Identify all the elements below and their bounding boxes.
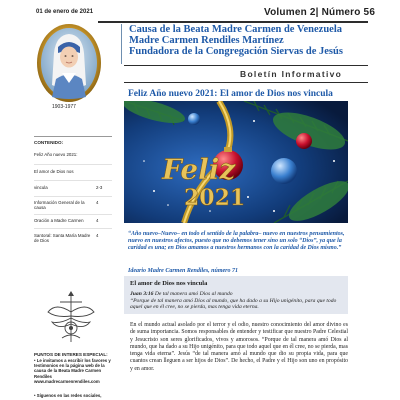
portrait-medallion [36,23,102,103]
congregation-emblem [42,288,100,346]
reading-ref-body: “Porque de tal manera amó Dios al mundo, que ha dado a su Hijo unigénito, para que todo aquel que en él cree, no se pierda, mas tenga vida eterna. [130,297,337,310]
toc-separator [34,164,112,165]
reading-title: El amor de Dios nos vincula [130,280,208,287]
body-paragraph: En el mundo actual asolado por el terror y el odio, nuestro conocimiento del amor divino es de suma importancia. Somos responsables de entender y testificar que nuestro Padre Celestial y Jesucristo son seres glorificados, vivos y amorosos. “Porque de tal manera amó Dios al mundo, que ha dado a su Hijo unigénito, para que todo aquel que en él cree, no se pierda, mas tenga vida eterna”. Jesús “de tal manera amó al mundo que dio su propia vida, para que cuantos crean lleguen a ser hijos de Dios”. De hecho, el Padre y el Hijo son uno en propósito y en amor. [130,322,348,372]
toc-item[interactable]: Oración a Madre Carmen [34,218,84,223]
cause-line-3: Fundadora de la Congregación Siervas de Jesús [129,46,343,57]
toc-item[interactable]: Información General de la causa [34,200,85,210]
toc-item[interactable]: El amor de Dios nos [34,169,74,174]
toc-item[interactable]: Santoral: Santa María Madre de Dios [34,233,91,243]
toc-separator [34,180,112,181]
portrait-years: 1903-1977 [52,104,76,110]
image-feliz: Feliz [162,153,236,186]
toc-item[interactable]: Feliz Año nuevo 2021: [34,152,78,157]
header-rule [98,21,368,23]
reading-reference [130,291,344,311]
title-rule-bottom [124,82,368,83]
new-year-image [124,101,348,223]
toc-separator [34,196,112,197]
title-rule-top [124,65,368,66]
toc-item[interactable]: vincula [34,185,48,190]
toc-page: 4 [96,233,99,238]
toc-separator [34,228,112,229]
toc-page: 4 [96,200,99,205]
reading-ref-citation: Juan 3:16 [130,291,154,297]
quote-text: “Año nuevo–Nuevo– en todo el sentido de la palabra– nuevo en nuestros pensamientos, nuevo en nuestros afectos, puesto que no debemos tener sino un solo “Dios”, ya que la caridad es una; en Dios amamos a nuestros hermanos con la caridad de Dios mismo.” [128,231,345,252]
volume-number: Volumen 2| Número 56 [264,7,376,18]
toc-heading: CONTENIDO: [34,140,64,145]
image-year: 2021 [184,185,246,211]
cause-line-1: Causa de la Beata Madre Carmen de Venezuela [129,24,342,35]
points-item: • Le invitamos a escribir los favores y testimonios en la página web de la causa de la Beata Madre Carmen Rendiles www.madrecarmenrendiles.com [34,358,111,384]
points-heading: PUNTOS DE INTERES ESPECIAL: [34,352,108,357]
headline: Feliz Año nuevo 2021: El amor de Dios nos vincula [128,89,333,99]
bulletin-title: Boletín Informativo [240,69,343,79]
toc-separator [34,214,112,215]
toc-page: 2-3 [96,185,103,190]
header-divider [121,24,122,64]
quote-author: Ideario Madre Carmen Rendiles, número 71 [128,268,239,274]
points-item: • Síguenos en las redes sociales, [34,393,102,398]
toc-rule [34,136,112,137]
cause-line-2: Madre Carmen Rendiles Martínez [129,35,284,46]
issue-date: 01 de enero de 2021 [36,9,94,15]
toc-page: 4 [96,218,99,223]
reading-ref-heading: De tal manera amó Dios al mundo [154,291,233,297]
